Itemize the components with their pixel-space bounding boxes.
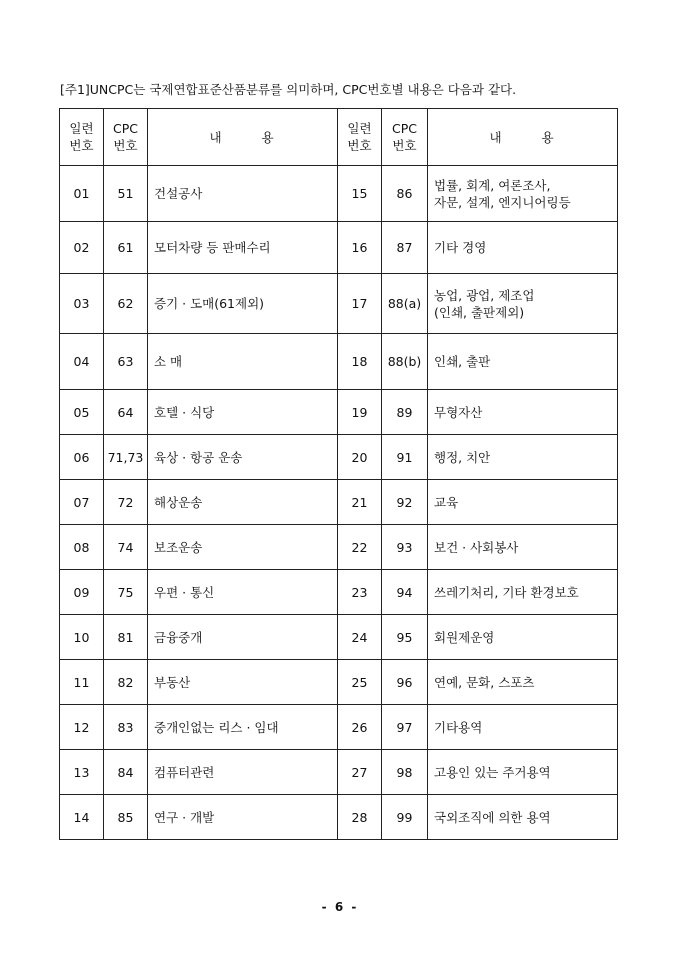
header-cpc-right: CPC 번호 [382,109,428,166]
header-content-left: 내 용 [148,109,338,166]
serial-cell-right: 19 [338,390,382,435]
content-cell-left: 금융중개 [148,615,338,660]
serial-cell-right: 20 [338,435,382,480]
serial-cell-right: 21 [338,480,382,525]
table-row [60,390,618,435]
cpc-cell-right: 87 [382,222,428,274]
serial-cell-right: 22 [338,525,382,570]
serial-cell-left: 01 [60,166,104,222]
serial-cell-left: 10 [60,615,104,660]
header-serial-left: 일련 번호 [60,109,104,166]
content-cell-right: 무형자산 [428,390,618,435]
content-cell-left: 해상운송 [148,480,338,525]
serial-cell-left: 06 [60,435,104,480]
cpc-cell-left: 51 [104,166,148,222]
cpc-cell-right: 88(a) [382,274,428,334]
content-cell-left: 모터차량 등 판매수리 [148,222,338,274]
table-row [60,274,618,334]
content-cell-left: 증기 · 도매(61제외) [148,274,338,334]
header-cpc-left: CPC 번호 [104,109,148,166]
serial-cell-left: 09 [60,570,104,615]
content-cell-left: 육상 · 항공 운송 [148,435,338,480]
cpc-cell-right: 94 [382,570,428,615]
content-cell-left: 우편 · 통신 [148,570,338,615]
serial-cell-right: 24 [338,615,382,660]
content-cell-right: 보건 · 사회봉사 [428,525,618,570]
table-body [60,166,618,840]
serial-cell-left: 12 [60,705,104,750]
content-cell-right: 국외조직에 의한 용역 [428,795,618,840]
cpc-cell-right: 92 [382,480,428,525]
content-cell-right: 고용인 있는 주거용역 [428,750,618,795]
content-cell-left: 호텔 · 식당 [148,390,338,435]
serial-cell-left: 14 [60,795,104,840]
table-row [60,660,618,705]
cpc-cell-left: 71,73 [104,435,148,480]
cpc-cell-right: 86 [382,166,428,222]
cpc-cell-right: 96 [382,660,428,705]
content-cell-right: 쓰레기처리, 기타 환경보호 [428,570,618,615]
table-row [60,166,618,222]
cpc-table [59,108,618,840]
serial-cell-right: 27 [338,750,382,795]
content-cell-right: 교육 [428,480,618,525]
serial-cell-left: 04 [60,334,104,390]
content-cell-right: 회원제운영 [428,615,618,660]
content-cell-right: 농업, 광업, 제조업 (인쇄, 출판제외) [428,274,618,334]
table-row [60,705,618,750]
table-row [60,435,618,480]
cpc-cell-left: 75 [104,570,148,615]
table-header-row [60,109,618,166]
content-cell-left: 보조운송 [148,525,338,570]
content-cell-left: 컴퓨터관련 [148,750,338,795]
cpc-cell-right: 93 [382,525,428,570]
serial-cell-left: 05 [60,390,104,435]
table-row [60,570,618,615]
cpc-cell-left: 81 [104,615,148,660]
table-row [60,222,618,274]
cpc-cell-right: 98 [382,750,428,795]
content-cell-right: 인쇄, 출판 [428,334,618,390]
cpc-cell-left: 62 [104,274,148,334]
serial-cell-left: 07 [60,480,104,525]
serial-cell-right: 28 [338,795,382,840]
serial-cell-right: 15 [338,166,382,222]
table-row [60,480,618,525]
cpc-cell-right: 88(b) [382,334,428,390]
table-row [60,795,618,840]
header-content-right: 내 용 [428,109,618,166]
serial-cell-right: 26 [338,705,382,750]
content-cell-left: 연구 · 개발 [148,795,338,840]
cpc-cell-right: 89 [382,390,428,435]
table-row [60,615,618,660]
table-row [60,750,618,795]
table-row [60,334,618,390]
serial-cell-right: 16 [338,222,382,274]
content-cell-left: 중개인없는 리스 · 임대 [148,705,338,750]
content-cell-left: 부동산 [148,660,338,705]
table-row [60,525,618,570]
content-cell-right: 기타 경영 [428,222,618,274]
cpc-cell-left: 84 [104,750,148,795]
cpc-cell-left: 64 [104,390,148,435]
cpc-cell-right: 91 [382,435,428,480]
cpc-cell-left: 61 [104,222,148,274]
cpc-cell-right: 99 [382,795,428,840]
page-number: - 6 - [321,900,359,914]
cpc-cell-left: 83 [104,705,148,750]
cpc-cell-left: 63 [104,334,148,390]
cpc-cell-left: 82 [104,660,148,705]
cpc-cell-right: 97 [382,705,428,750]
serial-cell-left: 03 [60,274,104,334]
serial-cell-left: 11 [60,660,104,705]
cpc-cell-left: 85 [104,795,148,840]
serial-cell-right: 18 [338,334,382,390]
serial-cell-right: 25 [338,660,382,705]
cpc-cell-right: 95 [382,615,428,660]
serial-cell-right: 17 [338,274,382,334]
serial-cell-right: 23 [338,570,382,615]
cpc-cell-left: 72 [104,480,148,525]
content-cell-left: 소 매 [148,334,338,390]
serial-cell-left: 13 [60,750,104,795]
table-note: [주1]UNCPC는 국제연합표준산품분류를 의미하며, CPC번호별 내용은 다음과 같다. [60,82,517,97]
content-cell-right: 연예, 문화, 스포츠 [428,660,618,705]
content-cell-left: 건설공사 [148,166,338,222]
content-cell-right: 기타용역 [428,705,618,750]
content-cell-right: 행정, 치안 [428,435,618,480]
content-cell-right: 법률, 회계, 여론조사, 자문, 설계, 엔지니어링등 [428,166,618,222]
header-serial-right: 일련 번호 [338,109,382,166]
serial-cell-left: 02 [60,222,104,274]
serial-cell-left: 08 [60,525,104,570]
cpc-cell-left: 74 [104,525,148,570]
